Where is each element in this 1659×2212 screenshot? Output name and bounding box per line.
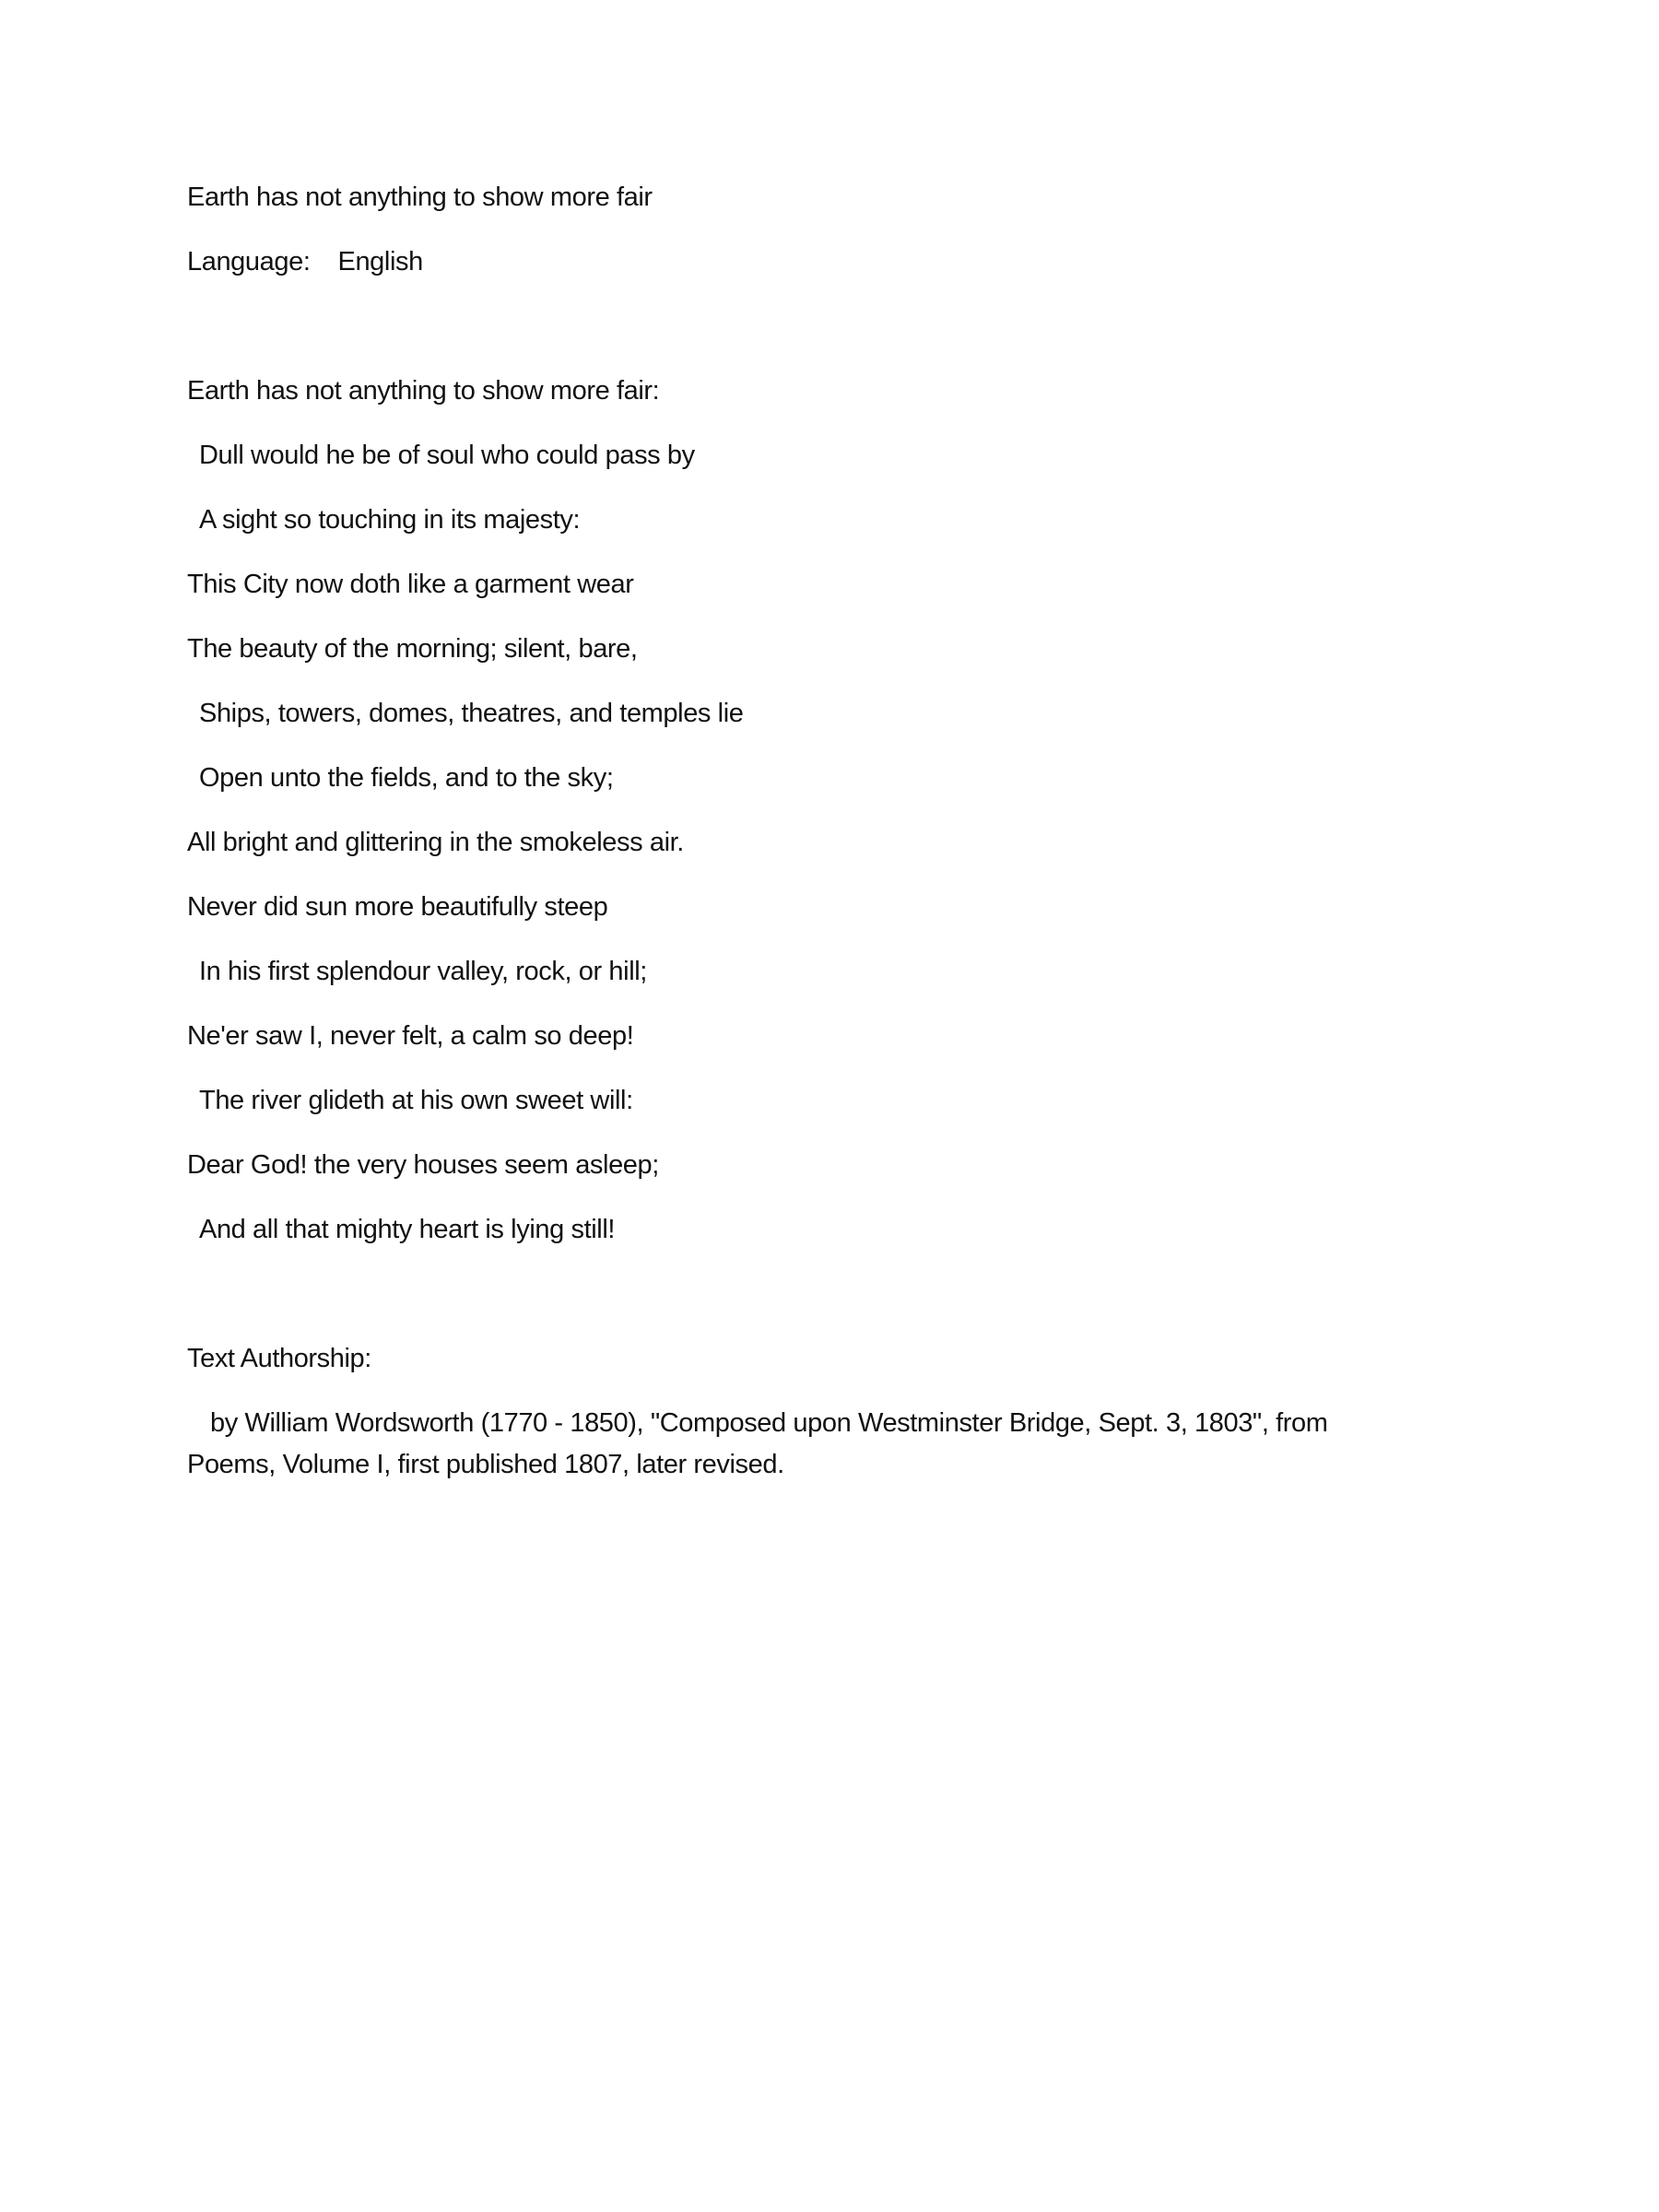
poem-line: The river glideth at his own sweet will: bbox=[199, 1086, 633, 1115]
poem-line: Ne'er saw I, never felt, a calm so deep! bbox=[187, 1021, 634, 1051]
text-authorship-body: by William Wordsworth (1770 - 1850), "Composed upon Westminster Bridge, Sept. 3, 1803", from Poems, Volume I, first published 1807, later revised. bbox=[187, 1408, 1328, 1479]
language-label: Language: bbox=[187, 247, 311, 276]
poem-line: Dear God! the very houses seem asleep; bbox=[187, 1150, 659, 1180]
poem-line: This City now doth like a garment wear bbox=[187, 570, 634, 599]
poem-line: The beauty of the morning; silent, bare, bbox=[187, 634, 638, 664]
poem-line: In his first splendour valley, rock, or hill; bbox=[199, 957, 647, 986]
poem-line: Ships, towers, domes, theatres, and temples lie bbox=[199, 699, 744, 728]
poem-body bbox=[187, 371, 1438, 1251]
spacer bbox=[187, 306, 1438, 347]
poem-line: And all that mighty heart is lying still! bbox=[199, 1215, 616, 1244]
poem-line: Never did sun more beautifully steep bbox=[187, 892, 608, 922]
language-value: English bbox=[337, 247, 423, 276]
spacer bbox=[187, 1274, 1438, 1315]
poem-line: Dull would he be of soul who could pass by bbox=[199, 441, 695, 470]
poem-line: A sight so touching in its majesty: bbox=[199, 505, 581, 535]
text-authorship-heading: Text Authorship: bbox=[187, 1344, 371, 1373]
poem-line: Earth has not anything to show more fair: bbox=[187, 376, 660, 406]
poem-line: Open unto the fields, and to the sky; bbox=[199, 763, 614, 793]
language-line bbox=[187, 241, 1438, 283]
page-title: Earth has not anything to show more fair bbox=[187, 182, 653, 212]
poem-line: All bright and glittering in the smokeless air. bbox=[187, 828, 684, 857]
